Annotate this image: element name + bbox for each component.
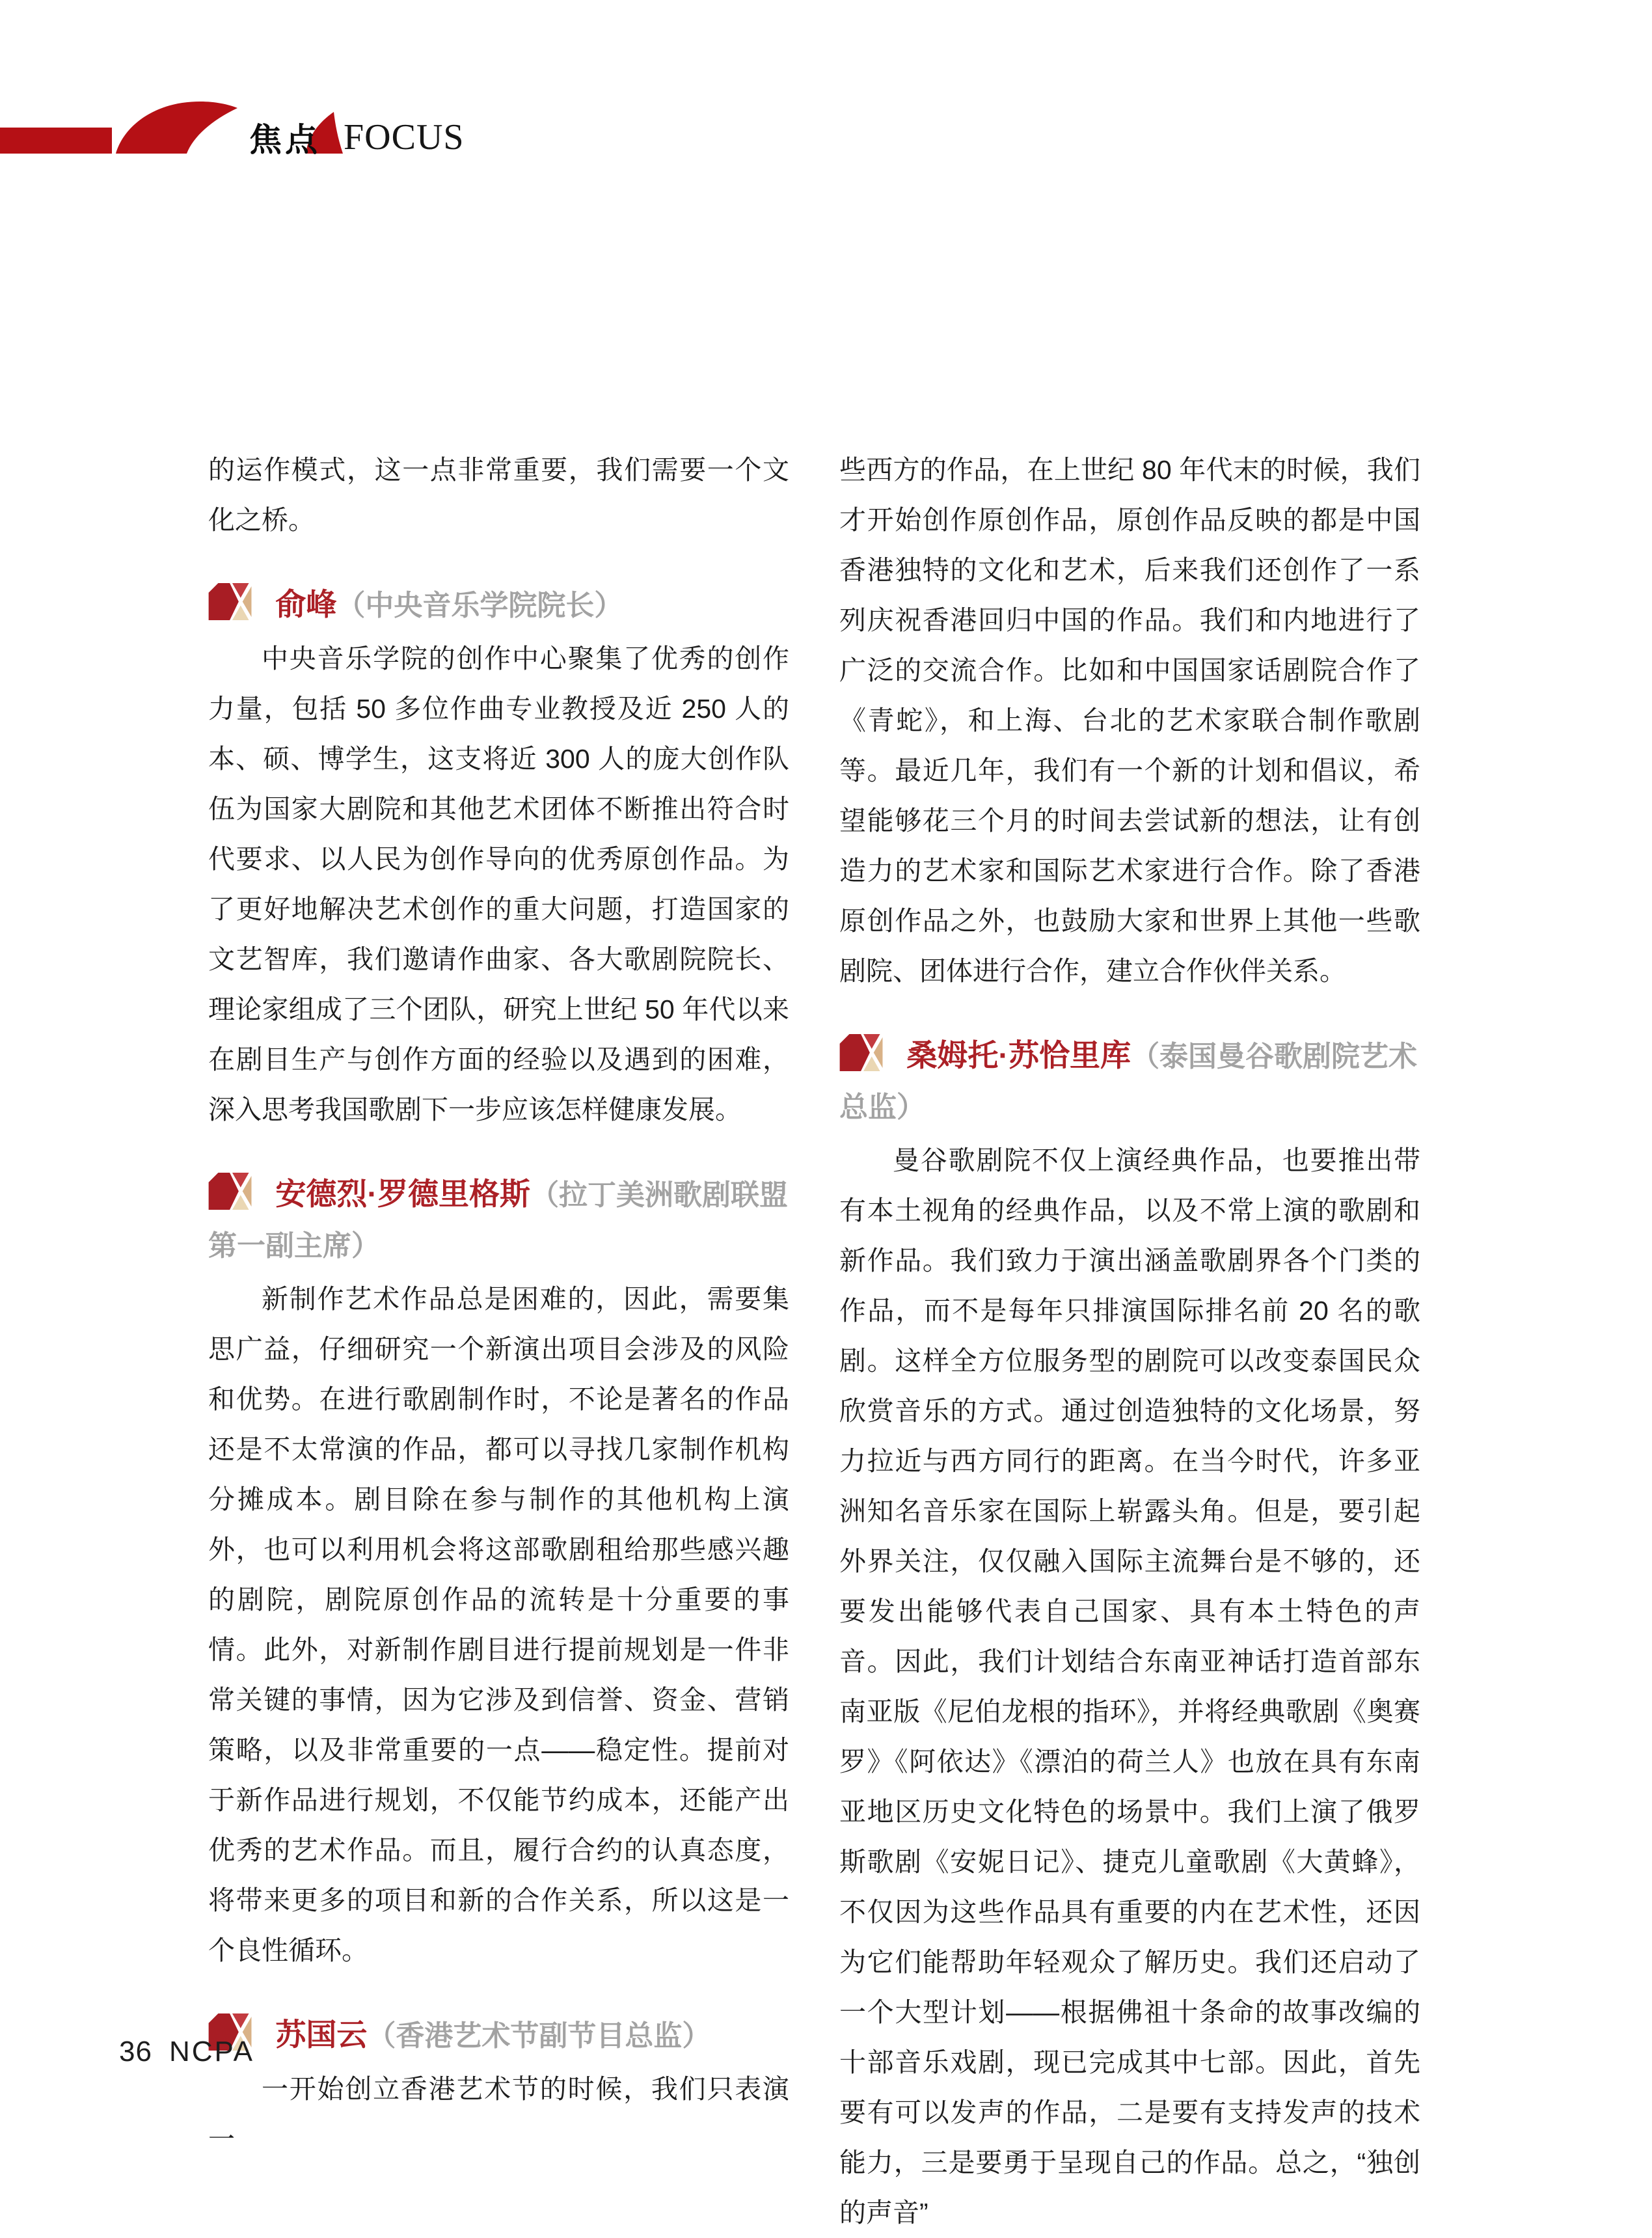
speaker-role: （拉丁美洲歌剧联盟第一副主席）: [208, 1179, 789, 1262]
masthead-title-cn: 焦点: [249, 122, 321, 158]
paragraph: 一开始创立香港艺术节的时候，我们只表演一: [208, 2074, 789, 2154]
speaker-role: （香港艺术节副节目总监）: [367, 2020, 711, 2052]
page-footer: [119, 2036, 254, 2068]
left-column: [208, 445, 789, 2164]
paragraph: 曼谷歌剧院不仅上演经典作品，也要推出带有本土视角的经典作品，以及不常上演的歌剧和新作品。我们致力于演出涵盖歌剧界各个门类的作品，而不是每年只排演国际排名前 20 名的歌剧。这样全方位服务型的剧院可以改变泰国民众欣赏音乐的方式。通过创造独特的文化场景，努力拉近与西方同行的距离。在当今时代，许多亚洲知名音乐家在国际上崭露头角。但是，要引起外界关注，仅仅融入国际主流舞台是不够的，还要发出能够代表自己国家、具有本土特色的声音。因此，我们计划结合东南亚神话打造首部东南亚版《尼伯龙根的指环》，并将经典歌剧《奥赛罗》《阿依达》《漂泊的荷兰人》也放在具有东南亚地区历史文化特色的场景中。我们上演了俄罗斯歌剧《安妮日记》、捷克儿童歌剧《大黄蜂》，不仅因为这些作品具有重要的内在艺术性，还因为它们能帮助年轻观众了解历史。我们还启动了一个大型计划——根据佛祖十条命的故事改编的十部音乐戏剧，现已完成其中七部。因此，首先要有可以发声的作品，二是要有支持发声的技术能力，三是要勇于呈现自己的作品。总之，“独创的声音”: [839, 1145, 1420, 2228]
page-number: 36: [119, 2036, 152, 2067]
right-column: [839, 445, 1420, 2238]
paragraph: 新制作艺术作品总是困难的，因此，需要集思广益，仔细研究一个新演出项目会涉及的风险和优势。在进行歌剧制作时，不论是著名的作品还是不太常演的作品，都可以寻找几家制作机构分摊成本。剧目除在参与制作的其他机构上演外，也可以利用机会将这部歌剧租给那些感兴趣的剧院，剧院原创作品的流转是十分重要的事情。此外，对新制作剧目进行提前规划是一件非常关键的事情，因为它涉及到信誉、资金、营销策略，以及非常重要的一点——稳定性。提前对于新作品进行规划，不仅能节约成本，还能产出优秀的艺术作品。而且，履行合约的认真态度，将带来更多的项目和新的合作关系，所以这是一个良性循环。: [208, 1284, 789, 1965]
speaker-name: 俞峰: [275, 587, 337, 621]
speaker-name: 桑姆托·苏恰里库: [906, 1038, 1131, 1072]
speaker-name: 苏国云: [275, 2017, 368, 2052]
masthead-red-bar: [0, 128, 112, 154]
masthead-title-en: FOCUS: [344, 117, 465, 157]
speaker-name: 安德烈·罗德里格斯: [275, 1177, 531, 1211]
speaker-role: （中央音乐学院院长）: [336, 590, 623, 621]
speaker-heading: [208, 1169, 789, 1272]
speaker-bullet-icon: [208, 583, 256, 620]
speaker-heading: [208, 579, 789, 631]
paragraph: 中央音乐学院的创作中心聚集了优秀的创作力量，包括 50 多位作曲专业教授及近 250 人的本、硕、博学生，这支将近 300 人的庞大创作队伍为国家大剧院和其他艺术团体不断推出符合时代要求、以人民为创作导向的优秀原创作品。为了更好地解决艺术创作的重大问题，打造国家的文艺智库，我们邀请作曲家、各大歌剧院院长、理论家组成了三个团队，研究上世纪 50 年代以来在剧目生产与创作方面的经验以及遇到的困难，深入思考我国歌剧下一步应该怎样健康发展。: [208, 644, 789, 1125]
speaker-heading: [839, 1030, 1420, 1133]
magazine-brand: NCPA: [169, 2036, 254, 2067]
speaker-bullet-icon: [839, 1034, 887, 1071]
paragraph-continuation: 的运作模式，这一点非常重要，我们需要一个文化之桥。: [208, 455, 789, 535]
speaker-bullet-icon: [208, 1173, 256, 1210]
speaker-role: （泰国曼谷歌剧院艺术总监）: [839, 1041, 1418, 1123]
speaker-heading: [208, 2010, 789, 2062]
paragraph-continuation: 些西方的作品，在上世纪 80 年代末的时候，我们才开始创作原创作品，原创作品反映的都是中国香港独特的文化和艺术，后来我们还创作了一系列庆祝香港回归中国的作品。我们和内地进行了广泛的交流合作。比如和中国国家话剧院合作了《青蛇》，和上海、台北的艺术家联合制作歌剧等。最近几年，我们有一个新的计划和倡议，希望能够花三个月的时间去尝试新的想法，让有创造力的艺术家和国际艺术家进行合作。除了香港原创作品之外，也鼓励大家和世界上其他一些歌剧院、团体进行合作，建立合作伙伴关系。: [839, 455, 1420, 986]
